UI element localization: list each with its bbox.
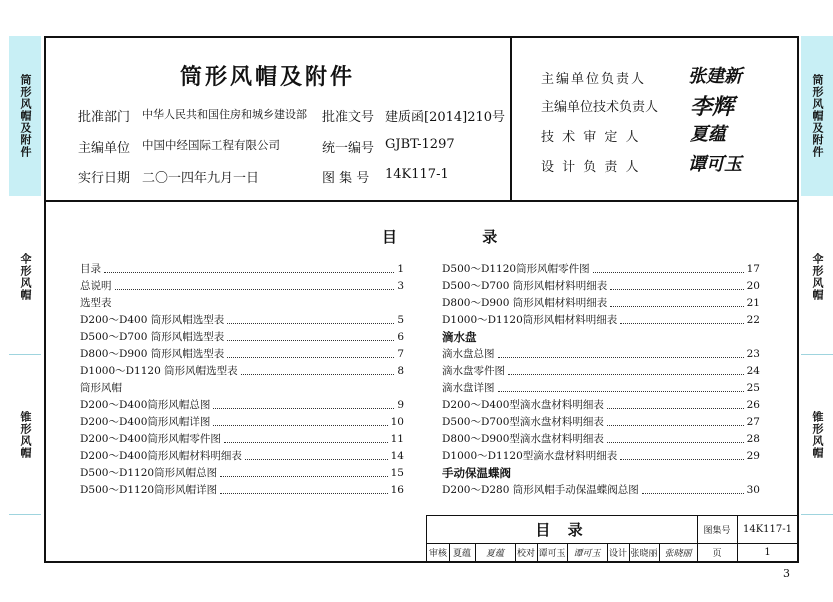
side-tab-label: 锥形风帽 [19, 411, 32, 459]
toc-entry-text: 总说明 [80, 280, 112, 292]
toc-leader-dots [104, 262, 394, 273]
toc-entry-text: D200～D400 筒形风帽选型表 [80, 314, 225, 326]
toc-entry-page: 17 [746, 263, 760, 275]
toc-entry-page: 24 [746, 365, 760, 377]
toc-entry-page: 22 [746, 314, 760, 326]
side-tab-left-3 [9, 356, 41, 514]
toc-leader-dots [227, 330, 394, 341]
responsible-signature: 张建新 [688, 66, 742, 87]
toc-leader-dots [642, 483, 744, 494]
toc-entry[interactable] [442, 364, 760, 379]
toc-entry-text: 滴水盘零件图 [442, 365, 505, 377]
toc-entry-page: 29 [746, 450, 760, 462]
toc-entry-page: 25 [746, 382, 760, 394]
toc-entry-text: D200～D400筒形风帽详图 [80, 416, 211, 428]
toc-entry[interactable] [442, 296, 760, 311]
toc-heading: 目 录 [382, 228, 538, 246]
toc-entry[interactable] [80, 483, 404, 498]
toc-entry-text: D500～D700 筒形风帽材料明细表 [442, 280, 608, 292]
chief-unit: 中国中经国际工程有限公司 [142, 138, 280, 152]
toc-leader-dots [610, 279, 743, 290]
toc-entry-text: D800～D900 筒形风帽选型表 [80, 348, 225, 360]
designer-signature: 张晓丽 [664, 549, 692, 559]
page-title: 筒形风帽及附件 [180, 64, 356, 90]
toc-entry[interactable] [442, 415, 760, 430]
side-tab-label: 伞形风帽 [811, 253, 824, 301]
toc-leader-dots [508, 364, 744, 375]
side-tab-left-1 [9, 36, 41, 196]
toc-entry-page: 3 [397, 280, 404, 292]
toc-entry-page: 26 [746, 399, 760, 411]
toc-entry-page: 10 [390, 416, 404, 428]
toc-section-heading: 选型表 [80, 297, 112, 309]
toc-entry-text: D1000～D1120 筒形风帽选型表 [80, 365, 238, 377]
toc-entry-page: 8 [397, 365, 404, 377]
toc-entry[interactable] [80, 432, 404, 447]
toc-entry-text: 滴水盘总图 [442, 348, 495, 360]
toc-leader-dots [213, 398, 394, 409]
toc-entry-text: D500～D1120筒形风帽零件图 [442, 263, 590, 275]
unified-no-label: 统一编号 [322, 141, 375, 156]
chief-unit-label: 主编单位 [78, 141, 131, 156]
responsible-role: 技 术 审 定 人 [541, 130, 641, 145]
side-tab-label: 伞形风帽 [19, 253, 32, 301]
toc-leader-dots [607, 398, 744, 409]
toc-entry-text: D200～D280 筒形风帽手动保温蝶阀总图 [442, 484, 639, 496]
toc-entry-text: D200～D400型滴水盘材料明细表 [442, 399, 604, 411]
toc-entry-text: D500～D1120筒形风帽总图 [80, 467, 218, 479]
toc-entry[interactable] [442, 449, 760, 464]
toc-entry[interactable] [80, 347, 404, 362]
toc-entry[interactable] [80, 466, 404, 481]
toc-leader-dots [620, 449, 743, 460]
side-tab-right-1 [801, 36, 833, 196]
toc-entry-text: D800～D900型滴水盘材料明细表 [442, 433, 604, 445]
responsible-role: 主编单位负责人 [541, 72, 647, 87]
atlas-no-label: 图 集 号 [322, 171, 370, 186]
reviewer-signature: 夏蕴 [485, 549, 504, 559]
reviewer-name: 夏蕴 [452, 549, 471, 559]
toc-entry[interactable] [80, 279, 404, 294]
responsible-signature: 李辉 [690, 94, 735, 120]
review-label: 审核 [428, 549, 447, 559]
approval-doc: 建质函[2014]210号 [385, 110, 506, 125]
toc-entry[interactable] [442, 381, 760, 396]
approval-doc-label: 批准文号 [322, 110, 375, 125]
toc-leader-dots [245, 449, 388, 460]
toc-entry[interactable] [442, 432, 760, 447]
toc-leader-dots [115, 279, 395, 290]
toc-entry[interactable] [80, 313, 404, 328]
title-block-atlas-no: 14K117-1 [742, 524, 793, 535]
page-number: 3 [783, 567, 790, 580]
page-no: 1 [764, 547, 771, 558]
toc-entry-text: D200～D400筒形风帽零件图 [80, 433, 221, 445]
toc-leader-dots [241, 364, 395, 375]
tab-divider [9, 354, 41, 355]
title-block [426, 515, 799, 563]
toc-entry-page: 5 [397, 314, 404, 326]
toc-entry-page: 1 [397, 263, 404, 275]
toc-entry-page: 7 [397, 348, 404, 360]
toc-entry[interactable] [442, 279, 760, 294]
tab-divider [9, 514, 41, 515]
toc-entry-page: 28 [746, 433, 760, 445]
toc-leader-dots [498, 347, 744, 358]
side-tab-label: 锥形风帽 [811, 411, 824, 459]
toc-entry-text: D500～D700型滴水盘材料明细表 [442, 416, 604, 428]
toc-entry[interactable] [80, 449, 404, 464]
side-tab-label: 筒形风帽及附件 [811, 74, 824, 158]
toc-leader-dots [227, 313, 394, 324]
side-tab-left-2 [9, 200, 41, 354]
responsible-signature: 夏蕴 [690, 124, 726, 145]
toc-section-heading: 筒形风帽 [80, 382, 122, 394]
toc-entry-text: 滴水盘详图 [442, 382, 495, 394]
toc-entry[interactable] [80, 262, 404, 277]
toc-leader-dots [220, 483, 388, 494]
toc-leader-dots [498, 381, 744, 392]
toc-entry-text: D200～D400筒形风帽总图 [80, 399, 211, 411]
toc-entry-text: D1000～D1120型滴水盘材料明细表 [442, 450, 618, 462]
toc-entry-text: D500～D1120筒形风帽详图 [80, 484, 218, 496]
header-divider [510, 36, 512, 200]
toc-leader-dots [227, 347, 394, 358]
toc-entry-page: 9 [397, 399, 404, 411]
responsible-role: 设 计 负 责 人 [541, 160, 641, 175]
toc-leader-dots [224, 432, 388, 443]
title-block-drawing-title: 目 录 [535, 521, 589, 539]
toc-entry-text: D200～D400筒形风帽材料明细表 [80, 450, 242, 462]
responsible-role: 主编单位技术负责人 [541, 100, 659, 115]
side-tab-right-3 [801, 356, 833, 514]
checker-signature: 谭可玉 [573, 549, 601, 559]
toc-entry[interactable] [442, 398, 760, 413]
toc-entry[interactable] [80, 364, 404, 379]
side-tab-label: 筒形风帽及附件 [19, 74, 32, 158]
toc-entry[interactable] [80, 415, 404, 430]
checker-name: 谭可玉 [538, 549, 566, 559]
check-label: 校对 [516, 549, 535, 559]
toc-leader-dots [213, 415, 387, 426]
toc-entry-page: 15 [390, 467, 404, 479]
side-tab-right-2 [801, 200, 833, 354]
toc-entry[interactable] [442, 313, 760, 328]
tab-divider [801, 514, 833, 515]
toc-entry-text: D800～D900 筒形风帽材料明细表 [442, 297, 608, 309]
toc-entry-text: D500～D700 筒形风帽选型表 [80, 331, 225, 343]
toc-entry-page: 23 [746, 348, 760, 360]
toc-section-heading: 手动保温蝶阀 [442, 466, 511, 480]
toc-entry-page: 11 [390, 433, 404, 445]
designer-name: 张晓丽 [630, 549, 658, 559]
responsible-signature: 谭可玉 [688, 154, 742, 175]
toc-leader-dots [220, 466, 388, 477]
title-block-atlas-label: 图集号 [703, 526, 731, 536]
toc-entry-page: 6 [397, 331, 404, 343]
approval-dept: 中华人民共和国住房和城乡建设部 [142, 108, 307, 121]
toc-section-heading: 滴水盘 [442, 330, 477, 344]
toc-leader-dots [607, 415, 744, 426]
effective-date: 二〇一四年九月一日 [142, 171, 260, 186]
toc-entry[interactable] [442, 262, 760, 277]
tab-divider [801, 354, 833, 355]
unified-no: GJBT-1297 [385, 137, 455, 152]
toc-entry[interactable] [80, 330, 404, 345]
toc-leader-dots [610, 296, 743, 307]
toc-entry[interactable] [442, 483, 760, 498]
toc-entry-page: 16 [390, 484, 404, 496]
toc-entry-page: 27 [746, 416, 760, 428]
toc-entry-page: 20 [746, 280, 760, 292]
toc-leader-dots [620, 313, 743, 324]
effective-date-label: 实行日期 [78, 171, 131, 186]
page-label: 页 [712, 549, 722, 559]
toc-entry-page: 14 [390, 450, 404, 462]
toc-entry-page: 21 [746, 297, 760, 309]
toc-leader-dots [593, 262, 744, 273]
atlas-no: 14K117-1 [385, 167, 449, 182]
toc-entry-text: D1000～D1120筒形风帽材料明细表 [442, 314, 618, 326]
approval-dept-label: 批准部门 [78, 110, 131, 125]
toc-entry-page: 30 [746, 484, 760, 496]
toc-entry-text: 目录 [80, 263, 101, 275]
toc-entry[interactable] [80, 398, 404, 413]
toc-leader-dots [607, 432, 744, 443]
toc-entry[interactable] [442, 347, 760, 362]
design-label: 设计 [608, 549, 627, 559]
